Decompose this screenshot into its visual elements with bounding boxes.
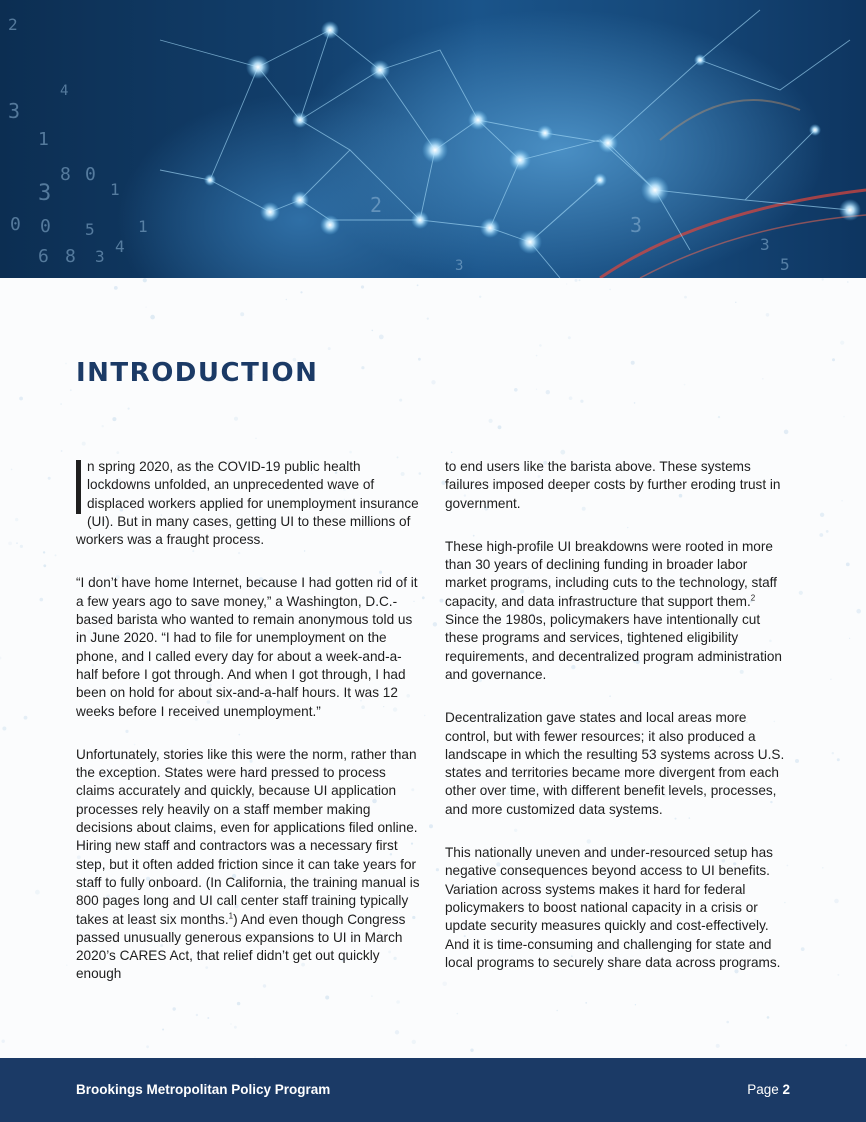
speckle-dot <box>585 1002 587 1004</box>
speckle-dot <box>48 477 51 480</box>
speckle-dot <box>830 679 831 680</box>
speckle-dot <box>417 284 419 286</box>
speckle-dot <box>837 974 839 976</box>
speckle-dot <box>832 358 835 361</box>
speckle-dot <box>470 1049 473 1052</box>
speckle-dot <box>440 599 444 603</box>
speckle-dot <box>395 1030 399 1034</box>
speckle-dot <box>635 1004 636 1005</box>
digit-glyph: 5 <box>85 220 95 239</box>
speckle-dot <box>784 430 789 435</box>
speckle-dot <box>424 715 426 717</box>
speckle-dot <box>162 1029 164 1031</box>
speckle-dot <box>634 402 636 404</box>
speckle-dot <box>568 336 571 339</box>
speckle-dot <box>820 513 824 517</box>
speckle-dot <box>431 380 435 384</box>
speckle-dot <box>536 389 537 390</box>
speckle-dot <box>560 450 565 455</box>
speckle-dot <box>66 965 67 966</box>
digit-glyph: 0 <box>40 216 51 237</box>
speckle-dot <box>35 890 40 895</box>
speckle-dot <box>429 824 433 828</box>
speckle-dot <box>114 286 118 290</box>
digit-glyph: 8 <box>60 164 71 185</box>
speckle-dot <box>65 363 67 365</box>
speckle-dot <box>569 396 573 400</box>
speckle-dot <box>19 397 23 401</box>
speckle-dot <box>234 1026 237 1029</box>
header-image <box>0 0 866 278</box>
speckle-dot <box>845 1044 847 1046</box>
speckle-dot <box>489 419 493 423</box>
paragraph: “I don’t have home Internet, because I had gotten rid of it a few years ago to save money,” a Washington, D.C.-based barista who wanted to remain anonymous told us in June 2020. “I had to file for unemployment on the phone, and I called every day for about a week-and-a-half before I got through. And when I got through, I had been on hold for about six-and-a-half hours. It was 12 weeks before I received unemployment.” <box>76 575 418 719</box>
digit-glyph: 4 <box>115 237 125 256</box>
speckle-dot <box>112 417 116 421</box>
speckle-dot <box>60 403 62 405</box>
speckle-dot <box>255 438 256 439</box>
speckle-dot <box>579 279 581 281</box>
right-column <box>445 458 789 997</box>
speckle-dot <box>11 469 13 471</box>
speckle-dot <box>55 554 57 556</box>
speckle-dot <box>379 335 384 340</box>
speckle-dot <box>361 366 364 369</box>
speckle-dot <box>234 417 238 421</box>
digit-glyph: 0 <box>85 164 96 185</box>
speckle-dot <box>286 299 287 300</box>
speckle-dot <box>479 296 481 298</box>
digit-glyph: 1 <box>138 217 148 236</box>
speckle-dot <box>832 752 834 754</box>
speckle-dot <box>82 442 86 446</box>
speckle-dot <box>15 518 18 521</box>
section-title: INTRODUCTION <box>76 358 319 388</box>
speckle-dot <box>349 451 352 454</box>
speckle-dot <box>684 384 686 386</box>
speckle-dot <box>2 1040 5 1043</box>
paragraph: n spring 2020, as the COVID-19 public health lockdowns unfolded, an unprecedented wave of displaced workers applied for unemployment insurance (UI). But in many cases, getting UI to these millions of workers was a fraught process. <box>76 459 419 548</box>
speckle-dot <box>735 302 736 303</box>
speckle-dot <box>766 313 770 317</box>
digit-glyph: 0 <box>10 214 21 235</box>
speckle-dot <box>328 347 331 350</box>
speckle-dot <box>536 355 538 357</box>
network-nodes-image <box>0 0 866 278</box>
digit-glyph: 3 <box>38 181 52 206</box>
speckle-dot <box>16 542 18 544</box>
speckle-dot <box>580 400 583 403</box>
speckle-dot <box>546 390 550 394</box>
speckle-dot <box>819 533 823 537</box>
digit-glyph: 2 <box>370 193 383 217</box>
page-number: Page 2 <box>747 1082 790 1097</box>
speckle-dot <box>837 758 840 761</box>
speckle-dot <box>433 622 437 626</box>
speckle-dot <box>451 452 453 454</box>
speckle-dot <box>2 727 6 731</box>
footnote-ref: 2 <box>750 593 756 603</box>
speckle-dot <box>300 291 302 293</box>
digit-glyph: 3 <box>95 247 105 266</box>
speckle-dot <box>61 450 63 452</box>
speckle-dot <box>718 416 720 418</box>
digit-glyph: 3 <box>8 99 21 123</box>
speckle-dot <box>24 716 28 720</box>
speckle-dot <box>372 330 374 332</box>
speckle-dot <box>575 279 578 282</box>
speckle-dot <box>609 289 611 291</box>
paragraph: These high-profile UI breakdowns were rooted in more than 30 years of declining funding in broader labor market programs, including cuts to the technology, staff capacity, and data infrastructure that support them.$^2$ Since the 1980s, policymakers have intentionally cut these programs and services, tightened eligibility requirements, and decentralized program administration and governance. <box>445 538 782 682</box>
page-footer <box>0 1058 866 1122</box>
speckle-dot <box>43 551 45 553</box>
speckle-dot <box>840 341 844 345</box>
speckle-dot <box>436 868 439 871</box>
speckle-dot <box>20 545 23 548</box>
paragraph: This nationally uneven and under-resourced setup has negative consequences beyond access to UI benefits. Variation across systems makes it hard for federal policymakers to boost national capacity in a crisis or update security measures quickly and cost-effectively. And it is time-consuming and challenging for state and local programs to securely share data across programs. <box>445 845 781 970</box>
speckle-dot <box>128 408 130 410</box>
speckle-dot <box>801 947 805 951</box>
speckle-dot <box>849 638 850 639</box>
paragraph: to end users like the barista above. These systems failures imposed deeper costs by further eroding trust in government. <box>445 459 781 511</box>
speckle-dot <box>846 563 850 567</box>
speckle-dot <box>0 657 2 660</box>
digit-glyph: 1 <box>38 129 49 150</box>
speckle-dot <box>514 388 518 392</box>
speckle-dot <box>422 596 425 599</box>
speckle-dot <box>207 1017 209 1019</box>
footnote-ref: 1 <box>228 911 234 920</box>
speckle-dot <box>822 867 824 869</box>
speckle-dot <box>498 425 502 429</box>
speckle-dot <box>847 281 849 283</box>
speckle-dot <box>856 609 861 614</box>
digit-glyph: 5 <box>780 255 790 274</box>
paragraph: Decentralization gave states and local areas more control, but with fewer resources; it also produced a landscape in which the resulting 53 systems across U.S. states and territories became more divergent from each other over time, with different benefit levels, processes, and more customized data systems. <box>445 710 785 817</box>
speckle-dot <box>822 278 824 280</box>
speckle-dot <box>399 399 402 402</box>
speckle-dot <box>457 1013 459 1015</box>
speckle-dot <box>196 1014 198 1016</box>
speckle-dot <box>143 278 147 282</box>
speckle-dot <box>40 598 44 602</box>
speckle-dot <box>795 759 799 763</box>
digit-glyph: 8 <box>65 246 76 267</box>
speckle-dot <box>631 361 635 365</box>
speckle-dot <box>834 899 839 904</box>
left-column <box>76 458 420 1009</box>
speckle-dot <box>841 500 843 502</box>
speckle-dot <box>762 378 764 380</box>
digit-glyph: 6 <box>38 246 49 267</box>
speckle-dot <box>240 312 244 316</box>
digit-glyph: 4 <box>60 83 69 99</box>
digit-glyph: 3 <box>760 235 770 254</box>
footer-organization: Brookings Metropolitan Policy Program <box>76 1082 331 1097</box>
speckle-dot <box>43 564 46 567</box>
digit-glyph: 3 <box>630 213 643 237</box>
speckle-dot <box>726 1021 729 1024</box>
speckle-dot <box>418 358 421 361</box>
speckle-dot <box>145 307 146 308</box>
speckle-dot <box>146 1045 149 1048</box>
speckle-dot <box>70 389 72 391</box>
speckle-dot <box>8 542 12 546</box>
speckle-dot <box>539 344 542 347</box>
speckle-dot <box>116 451 119 454</box>
digit-glyph: 1 <box>110 180 120 199</box>
speckle-dot <box>361 285 364 288</box>
speckle-dot <box>826 530 829 533</box>
speckle-dot <box>843 416 845 418</box>
speckle-dot <box>427 318 429 320</box>
digit-glyph: 2 <box>8 15 18 34</box>
speckle-dot <box>716 1044 720 1048</box>
digit-glyph: 3 <box>455 258 464 274</box>
speckle-dot <box>412 1040 416 1044</box>
drop-cap-i <box>76 460 81 514</box>
speckle-dot <box>799 591 803 595</box>
speckle-dot <box>566 283 567 284</box>
speckle-dot <box>102 425 104 427</box>
speckle-dot <box>230 1023 231 1024</box>
speckle-dot <box>767 1016 770 1019</box>
speckle-dot <box>556 1010 558 1012</box>
speckle-dot <box>150 315 155 320</box>
paragraph: Unfortunately, stories like this were the norm, rather than the exception. States were hard pressed to process claims accurately and quickly, because UI application processes rely heavily on a staff member making decisions about claims, even for applications filed online. Hiring new staff and contractors was a necessary first step, but it often added friction since it can take years for staff to fully onboard. (In California, the training manual is 800 pages long and UI call center staff training typically takes at least six months.$^1$) And even though Congress passed unusually generous expansions to UI in March 2020’s CARES Act, that relief didn’t get out quickly enough <box>76 746 420 982</box>
speckle-dot <box>684 296 687 299</box>
